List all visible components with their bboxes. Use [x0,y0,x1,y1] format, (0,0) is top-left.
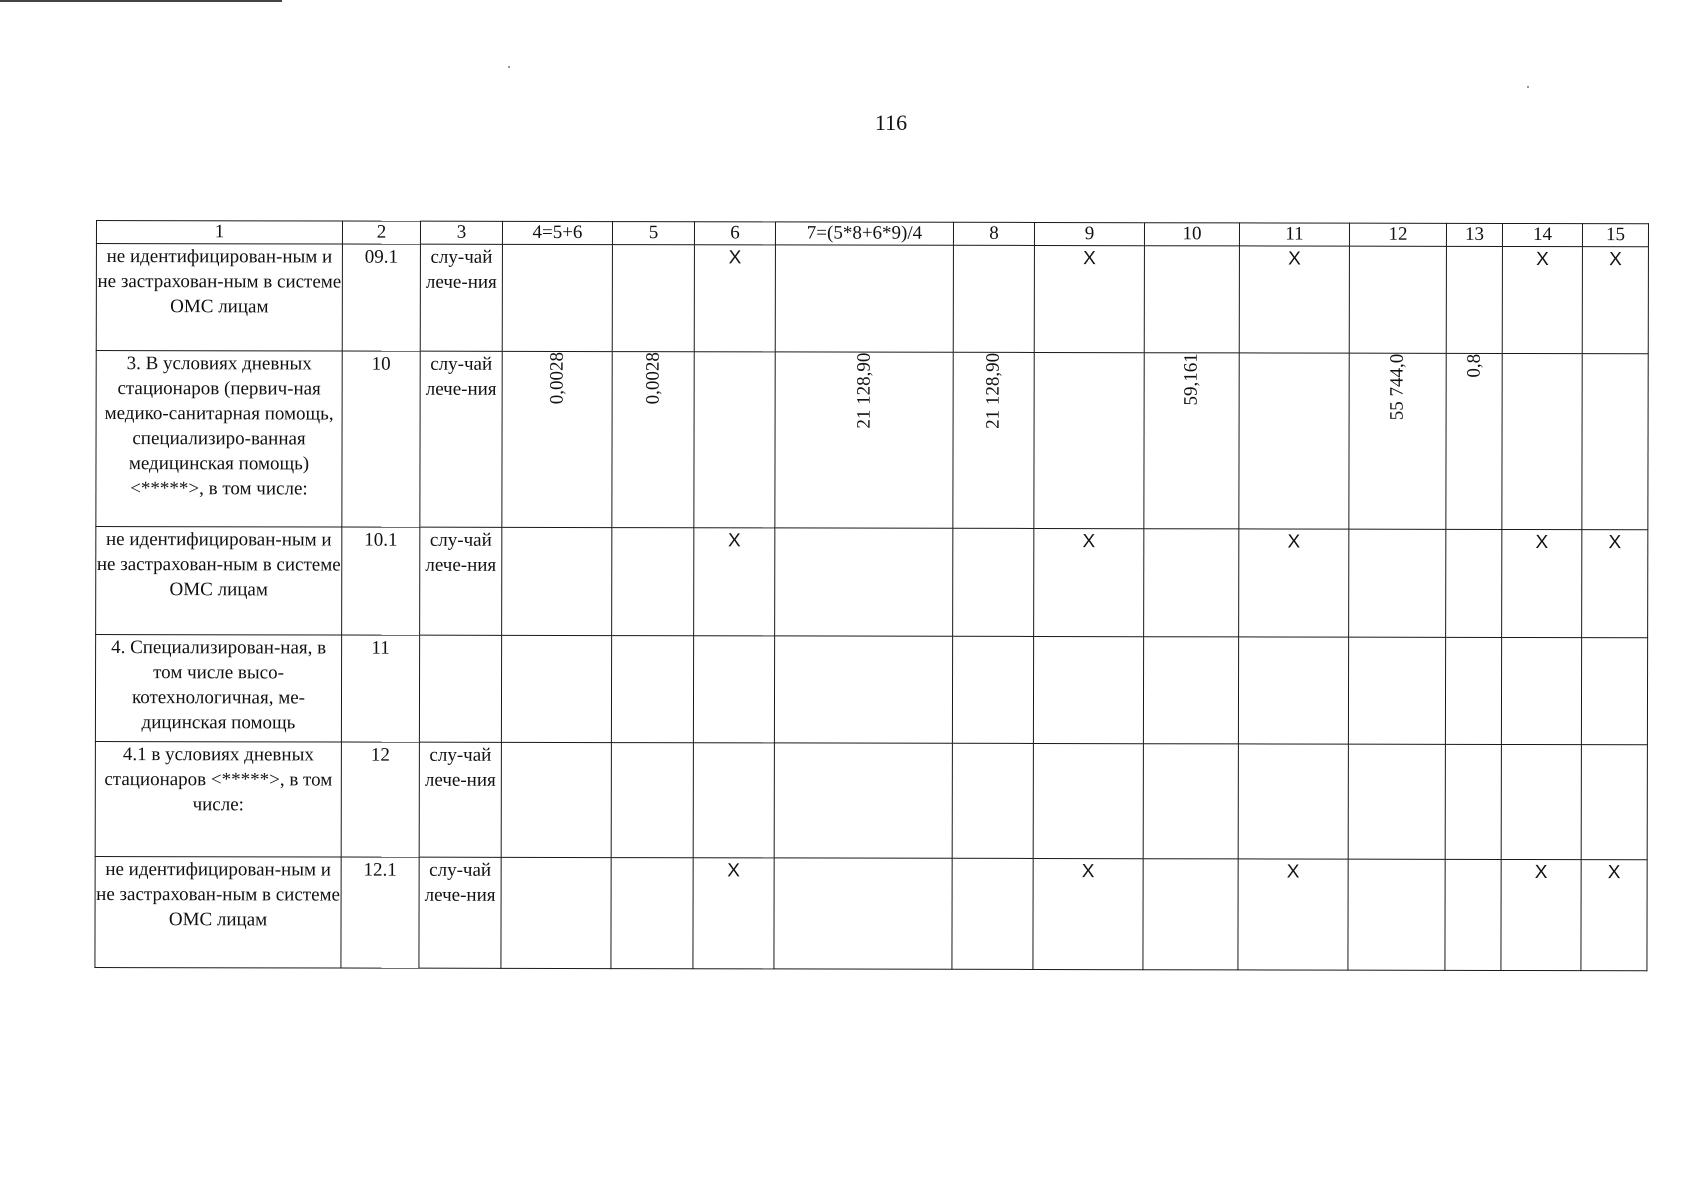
table-row [95,741,1647,859]
not-applicable-mark: X [1239,529,1349,637]
rotated-value: 59,161 [1180,353,1202,406]
not-applicable-mark: X [1034,528,1144,636]
rotated-value: 0,0028 [642,352,664,405]
row-name: 4. Специализирован-ная, в том числе высо-котехнологичная, ме-дицинская помощь [95,635,341,743]
empty-cell [1144,246,1239,353]
empty-cell [1349,246,1446,353]
empty-cell [774,743,952,858]
empty-cell [1144,529,1239,637]
column-header: 13 [1446,223,1502,246]
empty-cell [775,528,953,636]
empty-cell [501,635,611,742]
empty-cell [1239,353,1349,529]
empty-cell [953,528,1034,636]
not-applicable-mark: X [1239,246,1349,353]
not-applicable-mark: X [1033,858,1143,969]
empty-cell [1348,859,1445,970]
empty-cell [1034,352,1144,528]
value-cell [1349,353,1446,529]
row-code: 10.1 [342,527,420,635]
column-header: 3 [420,221,502,244]
row-code: 10 [342,351,420,527]
value-cell [953,352,1034,528]
column-header: 14 [1502,223,1582,246]
column-header: 15 [1582,224,1648,247]
column-header: 10 [1144,223,1239,246]
column-header: 6 [694,222,775,245]
data-table [94,220,1649,971]
column-header: 11 [1239,223,1349,246]
not-applicable-mark: X [694,528,775,636]
row-unit: слу-чай лече-ния [420,527,502,635]
column-header: 5 [612,222,694,245]
empty-cell [774,858,952,969]
row-unit: слу-чай лече-ния [420,244,502,351]
column-header: 4=5+6 [502,221,612,244]
empty-cell [1446,246,1502,353]
empty-cell [1348,637,1445,744]
empty-cell [1445,859,1501,970]
row-name: не идентифицирован-ным и не застрахован-ным в системе ОМС лицам [95,856,341,968]
row-name: 3. В условиях дневных стационаров (первич-ная медико-санитарная помощь, специализиро-ванная медицинская помощь) <*****>, в том числе: [96,351,342,528]
column-header: 7=(5*8+6*9)/4 [775,222,953,245]
rotated-value: 55 744,0 [1386,353,1408,421]
empty-cell [502,244,612,351]
empty-cell [1445,744,1501,859]
row-unit [419,635,501,742]
row-unit: слу-чай лече-ния [419,857,501,968]
empty-cell [693,743,774,858]
scan-speck [508,66,510,68]
column-header: 8 [953,222,1034,245]
empty-cell [612,528,694,636]
not-applicable-mark: X [1502,246,1582,353]
value-cell [502,351,612,527]
table-row [96,351,1648,530]
value-cell [612,352,694,528]
row-code: 11 [341,635,419,742]
empty-cell [611,858,693,969]
value-cell [1144,353,1239,529]
empty-cell [612,245,694,352]
empty-cell [952,743,1033,858]
empty-cell [953,245,1034,352]
not-applicable-mark: X [1034,245,1144,352]
empty-cell [1501,637,1581,744]
not-applicable-mark: X [1501,859,1581,970]
not-applicable-mark: X [693,858,774,969]
not-applicable-mark: X [1238,859,1348,970]
top-edge-rule [0,0,282,2]
empty-cell [1238,744,1348,859]
empty-cell [1581,745,1647,860]
table-row [96,244,1648,354]
empty-cell [1349,529,1446,637]
empty-cell [775,245,953,352]
page-number: 116 [874,110,908,135]
rotated-value: 21 128,90 [982,352,1004,429]
rotated-value: 0,8 [1463,353,1485,378]
table-row [95,635,1647,745]
value-cell [775,352,953,528]
empty-cell [693,636,774,743]
row-code: 12 [341,742,419,857]
row-unit: слу-чай лече-ния [419,742,501,857]
column-header: 9 [1034,222,1144,245]
table-row [95,856,1647,970]
empty-cell [694,352,775,528]
empty-cell [1501,744,1581,859]
empty-cell [611,636,693,743]
column-header: 2 [342,221,420,244]
rotated-value: 21 128,90 [853,352,875,429]
empty-cell [611,743,693,858]
empty-cell [1143,859,1238,970]
not-applicable-mark: X [1582,530,1648,638]
row-name: 4.1 в условиях дневных стационаров <*****>, в том числе: [95,741,341,857]
empty-cell [1502,353,1582,529]
not-applicable-mark: X [694,245,775,352]
empty-cell [1033,743,1143,858]
table-body [95,221,1649,971]
empty-cell [501,857,611,968]
not-applicable-mark: X [1502,529,1582,637]
empty-cell [1581,638,1647,745]
empty-cell [1033,636,1143,743]
row-unit: слу-чай лече-ния [420,351,502,527]
column-header: 12 [1349,223,1446,246]
column-header: 1 [96,221,342,245]
empty-cell [501,742,611,857]
value-cell [1446,353,1502,529]
row-code: 09.1 [342,244,420,351]
rotated-value: 0,0028 [546,351,568,405]
not-applicable-mark: X [1582,247,1648,354]
empty-cell [952,858,1033,969]
empty-cell [774,636,952,743]
empty-cell [952,636,1033,743]
empty-cell [1238,637,1348,744]
scan-speck [1527,86,1529,88]
empty-cell [502,527,612,635]
empty-cell [1446,529,1502,637]
table-row [96,527,1648,638]
row-name: не идентифицирован-ным и не застрахован-ным в системе ОМС лицам [96,244,342,352]
empty-cell [1143,744,1238,859]
header-row [96,221,1648,247]
empty-cell [1445,637,1501,744]
row-code: 12.1 [341,857,419,968]
empty-cell [1348,744,1445,859]
row-name: не идентифицирован-ным и не застрахован-ным в системе ОМС лицам [96,527,342,636]
not-applicable-mark: X [1581,860,1647,971]
empty-cell [1143,637,1238,744]
empty-cell [1582,354,1648,530]
